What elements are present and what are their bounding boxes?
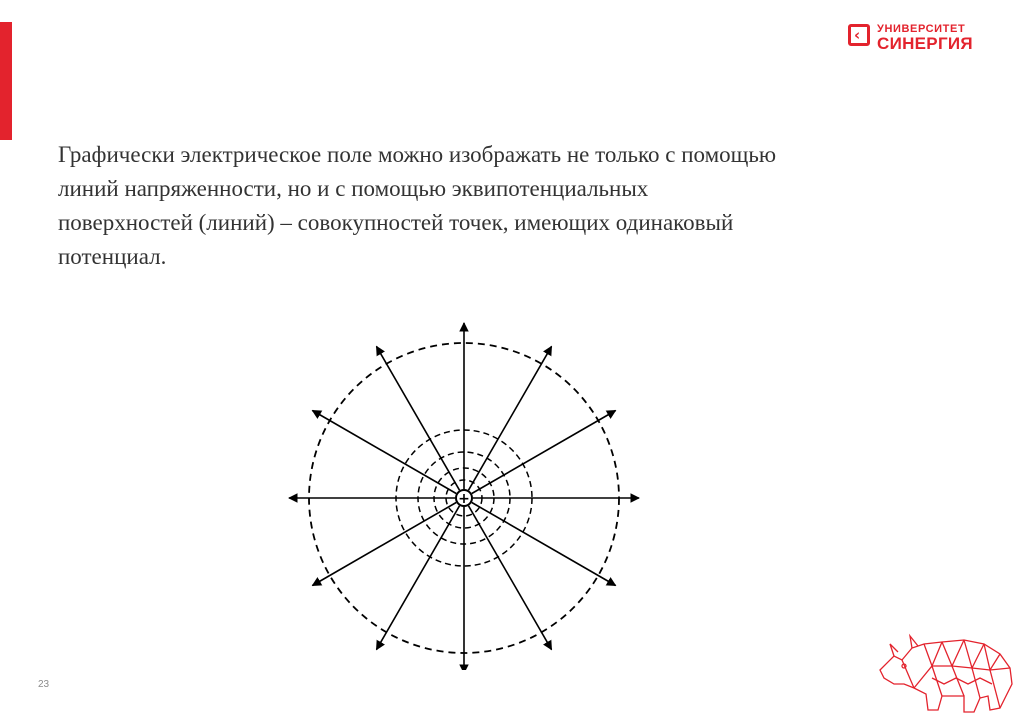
rhino-mascot-icon — [872, 626, 1020, 718]
body-line: Графически электрическое поле можно изображать не только с помощью — [58, 142, 777, 167]
charge-sign: + — [458, 491, 470, 507]
field-line-arrow — [312, 411, 456, 494]
body-line: линий напряженности, но и с помощью эквипотенциальных — [58, 176, 649, 201]
page-number: 23 — [38, 679, 50, 690]
body-line: потенциал. — [58, 244, 167, 269]
field-line-arrow — [312, 503, 456, 586]
accent-bar — [0, 22, 12, 140]
field-line-arrow — [377, 506, 460, 650]
field-line-arrow — [469, 506, 552, 650]
logo-line2: СИНЕРГИЯ — [877, 34, 973, 53]
electric-field-diagram — [280, 310, 660, 670]
field-line-arrow — [469, 346, 552, 490]
field-line-arrow — [472, 411, 616, 494]
logo-line1: УНИВЕРСИТЕТ — [877, 23, 966, 35]
logo-square-icon: ‹ — [848, 24, 870, 46]
body-text — [58, 138, 958, 274]
field-line-arrow — [377, 346, 460, 490]
university-logo[interactable] — [848, 22, 998, 56]
field-line-arrow — [472, 503, 616, 586]
body-line: поверхностей (линий) – совокупностей точек, имеющих одинаковый — [58, 210, 734, 235]
